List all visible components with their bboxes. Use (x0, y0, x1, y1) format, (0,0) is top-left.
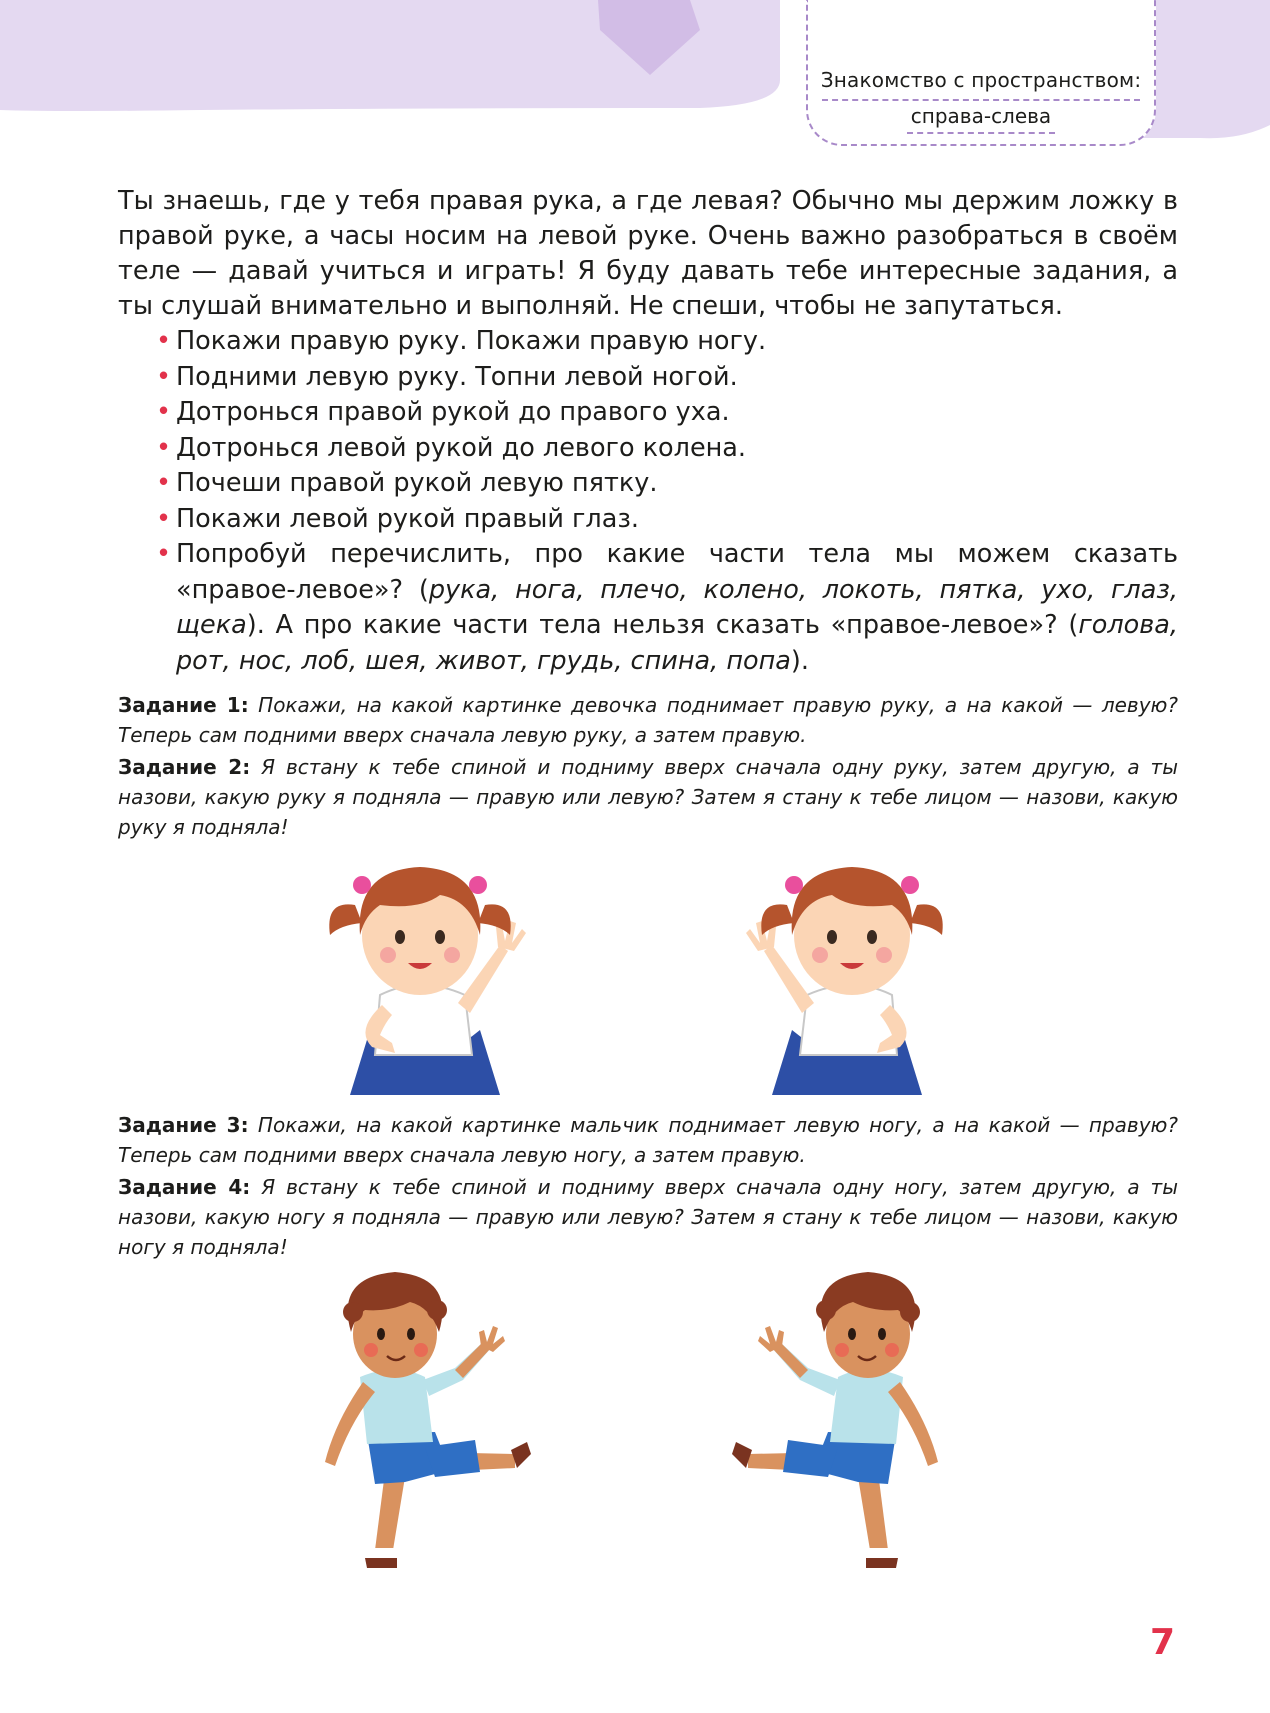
exercise-item: • Покажи левой рукой правый глаз. (146, 502, 1178, 538)
task-2: Задание 2: Я встану к тебе спиной и подниму вверх сначала одну руку, затем другую, а ты назови, какую руку я подняла — правую или левую? Затем я стану к тебе лицом — назови, какую руку я подняла! (118, 755, 1178, 839)
girl-raising-other-arm-illustration (732, 855, 972, 1095)
task-3: Задание 3: Покажи, на какой картинке мальчик поднимает левую ногу, а на какой — правую? Теперь сам подними вверх сначала левую ногу, а затем правую. (118, 1113, 1179, 1167)
task-1: Задание 1: Покажи, на какой картинке девочка поднимает правую руку, а на какой — левую? Теперь сам подними вверх сначала левую руку, а затем правую. (118, 693, 1178, 747)
exercise-item: • Дотронься левой рукой до левого колена. (146, 431, 1178, 467)
section-title-tab (806, 0, 1156, 146)
title-divider (822, 99, 1140, 101)
exercise-list (146, 324, 1178, 679)
exercise-item: • Дотронься правой рукой до правого уха. (146, 395, 1178, 431)
exercise-item: • Подними левую руку. Топни левой ногой. (146, 360, 1178, 396)
girl-raising-arm-illustration (300, 855, 540, 1095)
exercise-item: • Покажи правую руку. Покажи правую ногу. (146, 324, 1178, 360)
exercise-item-body-parts: • Попробуй перечислить, про какие части тела мы можем сказать «правое-левое»? (рука, нога, плечо, колено, локоть, пятка, ухо, глаз, щека). А про какие части тела нельзя сказать «правое-левое»? (голова, рот, нос, лоб, шея, живот, грудь, спина, попа). (146, 537, 1178, 679)
boy-raising-other-leg-illustration (718, 1272, 958, 1572)
boy-raising-leg-illustration (305, 1272, 545, 1572)
exercise-item: • Почеши правой рукой левую пятку. (146, 466, 1178, 502)
intro-paragraph: Ты знаешь, где у тебя правая рука, а где левая? Обычно мы держим ложку в правой руке, а часы носим на левой руке. Очень важно разобраться в своём теле — давай учиться и играть! Я буду давать тебе интересные задания, а ты слушай внимательно и выполняй. Не спеши, чтобы не запутаться. (118, 186, 1178, 321)
section-subtitle: справа-слева (907, 104, 1055, 134)
page-number: 7 (1150, 1622, 1176, 1663)
section-title: Знакомство с пространством: (820, 68, 1142, 92)
task-4: Задание 4: Я встану к тебе спиной и подниму вверх сначала одну ногу, затем другую, а ты назови, какую ногу я подняла — правую или левую? Затем я стану к тебе лицом — назови, какую ногу я подняла! (118, 1175, 1178, 1259)
